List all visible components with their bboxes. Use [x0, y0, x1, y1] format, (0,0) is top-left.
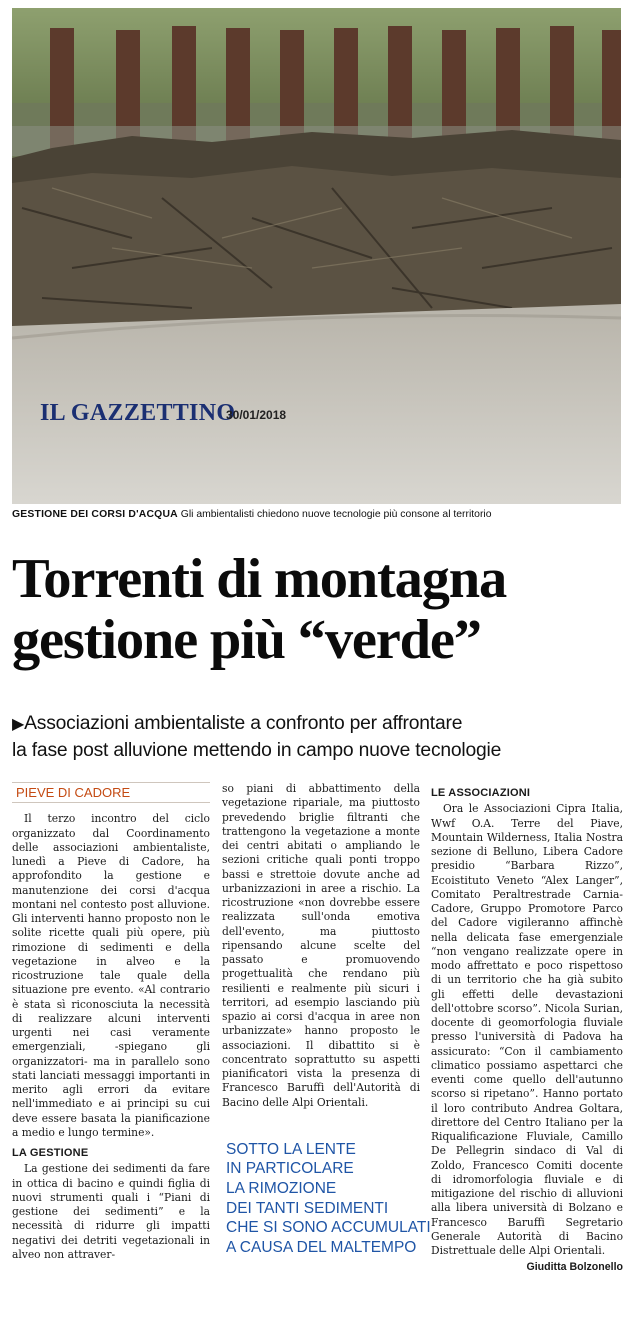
- photo-caption: [12, 509, 621, 520]
- caption-label: GESTIONE DEI CORSI D'ACQUA: [12, 509, 178, 520]
- pull-quote-line: SOTTO LA LENTE: [226, 1140, 356, 1158]
- article-photo: [12, 8, 621, 504]
- headline-line-1: Torrenti di montagna: [12, 548, 506, 610]
- section-subheading: LA GESTIONE: [12, 1147, 89, 1159]
- article-column-2: [222, 782, 431, 1257]
- pull-quote: [222, 1140, 431, 1258]
- pull-quote-line: LA RIMOZIONE: [226, 1179, 337, 1197]
- headline-line-2: gestione più “verde”: [12, 609, 481, 671]
- body-paragraph: Il terzo incontro del ciclo organizzato dal Coordinamento delle associazioni ambientaliste, lunedì a Pieve di Cadore, ha approfondito la gestione e manutenzione dei corsi d'acqua montani nel contesto post alluvione. Gli interventi hanno proposto non le solite ricette quali più opere, più rimozione di sedimenti e della vegetazione in alveo e la ricostruzione tale quale della situazione pre evento. «Al contrario è stata sì riconosciuta la necessità di realizzare alcuni interventi urgenti nei casi veramente emergenziali, -spiegano gli organizzatori- ma in parallelo sono stati lanciati messaggi importanti in merito agli errori da evitare nell'immediato e ai principi su cui deve essere basata la pianificazione a medio e lungo termine».: [12, 812, 210, 1139]
- body-paragraph: La gestione dei sedimenti da fare in ottica di bacino e quindi figlia di nuovi strumenti quali i “Piani di gestione dei sedimenti” e la necessità di ridurre gli impatti negativi dei detriti vegetazionali in alveo non attraver-: [12, 1162, 210, 1261]
- location-kicker: PIEVE DI CADORE: [12, 782, 210, 803]
- arrow-icon: ▶: [12, 716, 25, 733]
- subhead-line-1: Associazioni ambientaliste a confronto per affrontare: [24, 713, 463, 734]
- article-column-3: [431, 782, 623, 1275]
- pull-quote-line: CHE SI SONO ACCUMULATI: [226, 1219, 431, 1237]
- article-column-1: [12, 782, 210, 1262]
- body-paragraph: Ora le Associazioni Cipra Italia, Wwf O.A. Terre del Piave, Mountain Wilderness, Italia Nostra sezione di Belluno, Libera Cadore presidio “Barbara Rizzo”, Ecoistituto Veneto “Alex Langer”, Comitato Peraltrestrade Carnia-Cadore, Gruppo Promotore Parco del Cadore vigileranno affinchè nella delicata fase emergenziale “non vengano realizzate opere in modo affrettato e poco rispettoso di un territorio che ha già subito gli effetti delle devastazioni dell'ottobre scorso”. Nicola Surian, docente di geomorfologia fluviale presso l'università di Padova ha assicurato: “Con il cambiamento climatico possiamo aspettarci che eventi come quello dell'autunno scorso si ripetano”. Hanno portato il loro contributo Andrea Goltara, direttore del Centro Italiano per la Riqualificazione Fluviale, Camillo De Pellegrin sindaco di Val di Zoldo, Francesco Comiti docente di idromorfologia fluviale e di mitigazione del rischio di alluvioni alla libera università di Bolzano e Francesco Baruffi Segretario Generale Autorità di Bacino Distrettuale delle Alpi Orientali.: [431, 802, 623, 1257]
- photo-illustration: [12, 8, 621, 504]
- pull-quote-line: A CAUSA DEL MALTEMPO: [226, 1238, 417, 1256]
- caption-text: Gli ambientalisti chiedono nuove tecnologie più consone al territorio: [180, 509, 492, 520]
- publication-date: 30/01/2018: [226, 408, 287, 422]
- pull-quote-line: IN PARTICOLARE: [226, 1160, 354, 1178]
- body-paragraph: so piani di abbattimento della vegetazione ripariale, ma piuttosto prevedendo briglie filtranti che trattengono la vegetazione a monte dei centri abitati o ampliando le sezioni critiche quali ponti troppo bassi e strettoie dovute anche ad urbanizzazioni in aree a rischio. La ricostruzione «non dovrebbe essere realizzata sull'onda emotiva dell'evento, ma piuttosto ripensando alcune scelte del passato e promuovendo progettualità che rendano più resilienti e realmente più sicuri i territori, ad esempio lasciando più spazio ai corsi d'acqua in aree non urbanizzate» hanno proposto le associazioni. Il dibattito si è concentrato soprattutto su aspetti pianificatori vista la presenza di Francesco Baruffi dell'Autorità di Bacino delle Alpi Orientali.: [222, 782, 420, 1109]
- subhead-line-2: la fase post alluvione mettendo in campo nuove tecnologie: [12, 740, 502, 761]
- masthead-logo: IL GAZZETTINO: [40, 400, 236, 426]
- pull-quote-line: DEI TANTI SEDIMENTI: [226, 1199, 389, 1217]
- author-signature: Giuditta Bolzonello: [526, 1261, 623, 1274]
- section-subheading: LE ASSOCIAZIONI: [431, 787, 531, 799]
- subheadline: [12, 711, 624, 764]
- headline: [12, 549, 624, 671]
